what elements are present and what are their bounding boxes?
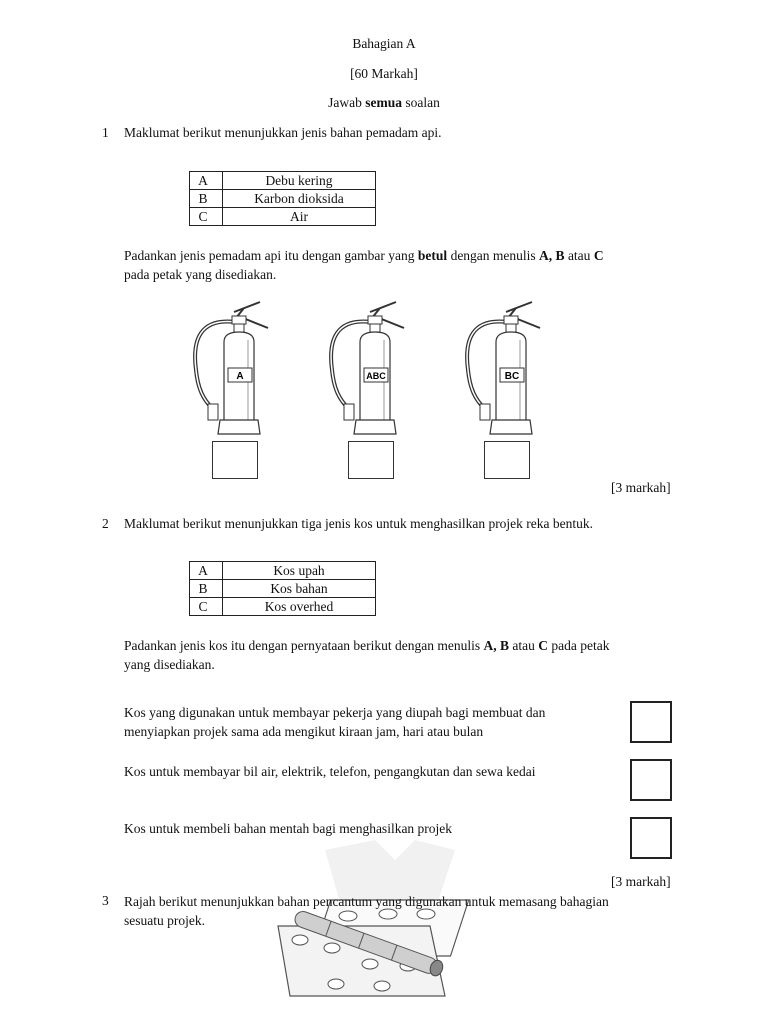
table-row: C Air — [190, 208, 376, 226]
q2-number: 2 — [102, 516, 109, 531]
instruction-bold: semua — [365, 95, 402, 110]
answer-box-2[interactable] — [348, 441, 394, 479]
answer-box-1[interactable] — [212, 441, 258, 479]
table-row: A Debu kering — [190, 172, 376, 190]
answer-box-3[interactable] — [484, 441, 530, 479]
q2-statement-1: Kos yang digunakan untuk membayar pekerja yang diupah bagi membuat dan menyiapkan projek sama ada mengikut kiraan jam, hari atau bulan — [124, 705, 546, 739]
q2-table — [189, 561, 376, 616]
section-title: Bahagian A — [352, 36, 416, 51]
q2-marks: [3 markah] — [611, 874, 671, 889]
q2-statement-2: Kos untuk membayar bil air, elektrik, telefon, pengangkutan dan sewa kedai — [124, 764, 536, 779]
table-row: C Kos overhed — [190, 598, 376, 616]
q1-instruction: Padankan jenis pemadam api itu dengan gambar yang betul dengan menulis A, B atau C pada petak yang disediakan. — [124, 248, 604, 282]
fire-extinguisher-icon — [331, 302, 404, 434]
answer-box-4[interactable] — [630, 701, 672, 743]
q2-stem: Maklumat berikut menunjukkan tiga jenis kos untuk menghasilkan projek reka bentuk. — [124, 516, 594, 531]
fire-extinguisher-icon — [467, 302, 540, 434]
q2-statement-3: Kos untuk membeli bahan mentah bagi menghasilkan projek — [124, 821, 453, 836]
q1-marks: [3 markah] — [611, 480, 671, 495]
total-marks: [60 Markah] — [350, 66, 418, 81]
q1-table — [189, 171, 376, 226]
answer-box-5[interactable] — [630, 759, 672, 801]
q2-instruction: Padankan jenis kos itu dengan pernyataan berikut dengan menulis A, B atau C pada petak yang disediakan. — [124, 638, 610, 672]
fire-extinguisher-icon — [195, 302, 268, 434]
q3-number: 3 — [102, 893, 109, 908]
extinguisher-label: ABC — [366, 371, 386, 381]
table-row: B Kos bahan — [190, 580, 376, 598]
answer-box-6[interactable] — [630, 817, 672, 859]
instruction: Jawab semua soalan — [328, 95, 440, 110]
q1-stem: Maklumat berikut menunjukkan jenis bahan pemadam api. — [124, 125, 442, 140]
table-row: B Karbon dioksida — [190, 190, 376, 208]
q1-number: 1 — [102, 125, 109, 140]
table-row: A Kos upah — [190, 562, 376, 580]
extinguisher-label: BC — [504, 371, 520, 382]
q3-stem: Rajah berikut menunjukkan bahan pencantum yang digunakan untuk memasang bahagian sesuatu projek. — [124, 894, 609, 928]
extinguisher-label: A — [236, 371, 244, 382]
